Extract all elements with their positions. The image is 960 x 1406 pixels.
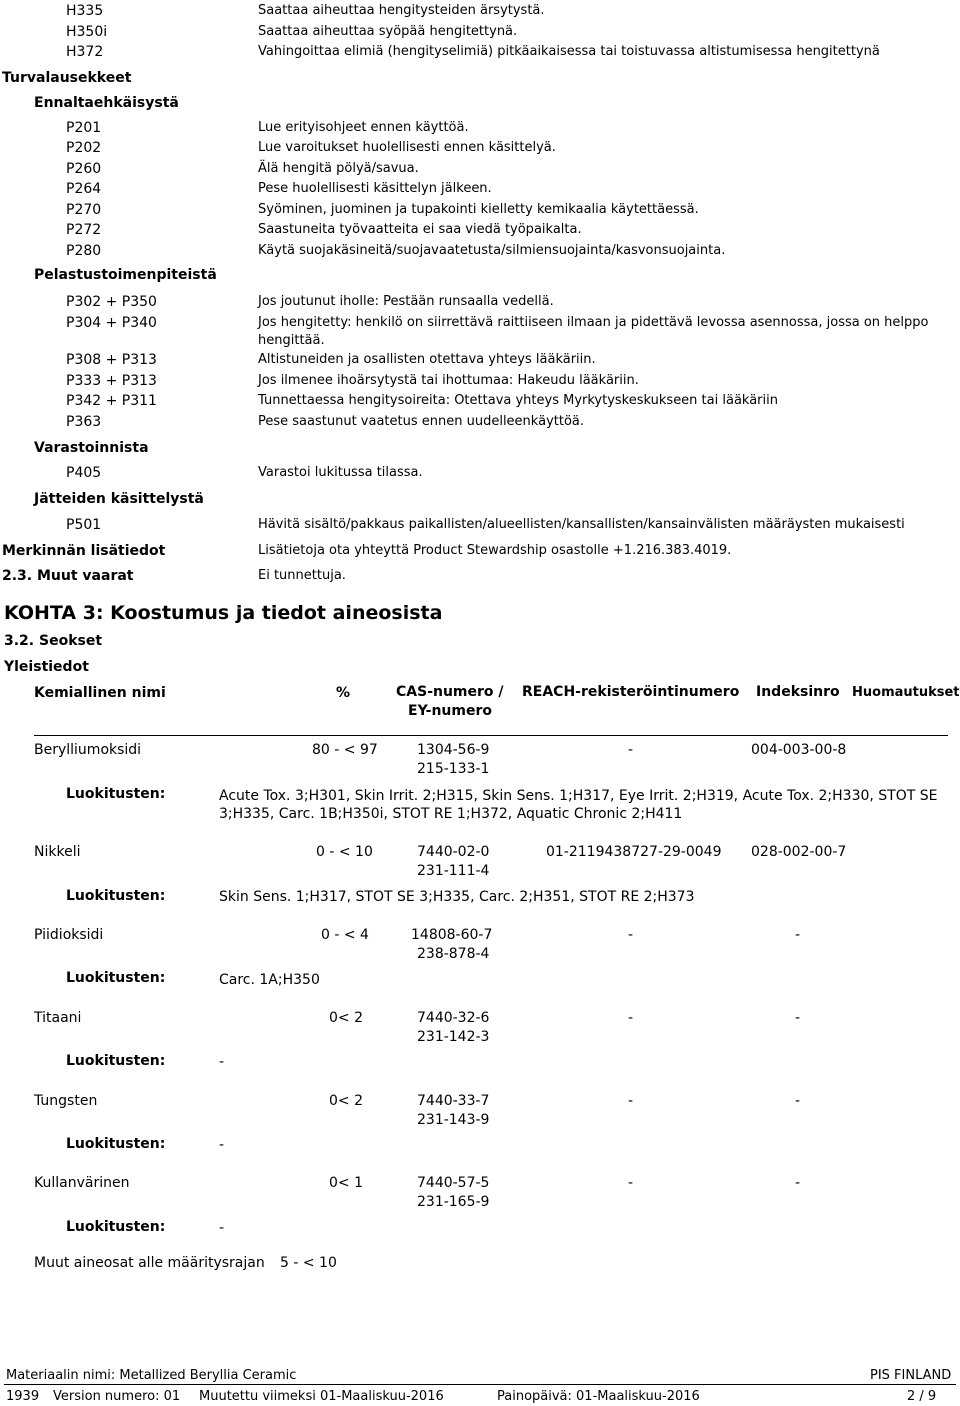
p-text: Jos joutunut iholle: Pestään runsaalla vedellä.: [258, 294, 554, 309]
substance-cas: 7440-33-7: [417, 1093, 490, 1109]
p-code: P308 + P313: [66, 352, 157, 368]
substance-reach: -: [628, 1175, 634, 1191]
substance-ec: 231-165-9: [417, 1194, 490, 1210]
substance-name: Kullanvärinen: [34, 1175, 130, 1191]
p-text: Pese huolellisesti käsittelyn jälkeen.: [258, 181, 492, 196]
p-text: Pese saastunut vaatetus ennen uudelleenkäyttöä.: [258, 414, 585, 429]
other-hazards-label: 2.3. Muut vaarat: [2, 568, 134, 584]
substance-percent: 0< 2: [329, 1093, 363, 1109]
col-header-reach: REACH-rekisteröintinumero: [522, 684, 740, 700]
other-hazards-text: Ei tunnettuja.: [258, 568, 346, 583]
substance-cas: 14808-60-7: [411, 927, 493, 943]
p-text: Altistuneiden ja osallisten otettava yhteys lääkäriin.: [258, 352, 596, 367]
label-info-text: Lisätietoja ota yhteyttä Product Stewardship osastolle +1.216.383.4019.: [258, 543, 732, 558]
substance-classification: Skin Sens. 1;H317, STOT SE 3;H335, Carc. 2;H351, STOT RE 2;H373: [219, 889, 695, 905]
substance-reach: -: [628, 1010, 634, 1026]
response-title: Pelastustoimenpiteistä: [34, 267, 217, 283]
substance-index: -: [795, 1010, 801, 1026]
substance-name: Titaani: [34, 1010, 82, 1026]
classification-label: Luokitusten:: [66, 1219, 166, 1235]
table-header-rule: [34, 735, 948, 736]
substance-ec: 231-142-3: [417, 1029, 490, 1045]
label-info-label: Merkinnän lisätiedot: [2, 543, 166, 559]
substance-percent: 0< 1: [329, 1175, 363, 1191]
substance-index: -: [795, 927, 801, 943]
footer-doc-no: 1939: [6, 1389, 40, 1404]
col-header-ec: EY-numero: [408, 703, 492, 719]
p-text: Hävitä sisältö/pakkaus paikallisten/alueellisten/kansallisten/kansainvälisten määräysten mukaisesti: [258, 517, 905, 532]
p-text: Tunnettaessa hengitysoireita: Otettava yhteys Myrkytyskeskukseen tai lääkäriin: [258, 393, 778, 408]
hazard-code: H372: [66, 44, 104, 60]
hazard-code: H335: [66, 3, 104, 19]
substance-cas: 7440-02-0: [417, 844, 490, 860]
section3-subtitle: 3.2. Seokset: [4, 633, 103, 649]
p-code: P270: [66, 202, 102, 218]
p-code: P201: [66, 120, 102, 136]
substance-ec: 231-111-4: [417, 863, 490, 879]
hazard-text: Vahingoittaa elimiä (hengityselimiä) pitkäaikaisessa tai toistuvassa altistumisessa hengitettynä: [258, 44, 880, 59]
col-header-name: Kemiallinen nimi: [34, 685, 166, 701]
p-code: P501: [66, 517, 102, 533]
substance-ec: 231-143-9: [417, 1112, 490, 1128]
substance-name: Tungsten: [34, 1093, 98, 1109]
p-text: Syöminen, juominen ja tupakointi kielletty kemikaalia käytettäessä.: [258, 202, 699, 217]
substance-percent: 0< 2: [329, 1010, 363, 1026]
p-code: P280: [66, 243, 102, 259]
substance-index: 028-002-00-7: [751, 844, 847, 860]
substance-index: -: [795, 1093, 801, 1109]
general-info-heading: Yleistiedot: [4, 659, 89, 675]
hazard-code: H350i: [66, 24, 108, 40]
substance-ec: 238-878-4: [417, 946, 490, 962]
classification-label: Luokitusten:: [66, 1053, 166, 1069]
p-text: Jos hengitetty: henkilö on siirrettävä raittiiseen ilmaan ja pidettävä levossa asennossa, jossa on helppo hengittää.: [258, 315, 929, 348]
p-text: Älä hengitä pölyä/savua.: [258, 161, 419, 176]
footer-printed: Painopäivä: 01-Maaliskuu-2016: [497, 1389, 700, 1404]
p-code: P264: [66, 181, 102, 197]
p-code: P405: [66, 465, 102, 481]
footer-material: Materiaalin nimi: Metallized Beryllia Ceramic: [6, 1368, 297, 1383]
p-code: P272: [66, 222, 102, 238]
p-text: Lue erityisohjeet ennen käyttöä.: [258, 120, 469, 135]
classification-label: Luokitusten:: [66, 1136, 166, 1152]
col-header-notes: Huomautukset: [852, 685, 960, 700]
classification-label: Luokitusten:: [66, 888, 166, 904]
substance-percent: 0 - < 4: [321, 927, 369, 943]
substance-classification: -: [219, 1054, 225, 1070]
hazard-text: Saattaa aiheuttaa hengitysteiden ärsytystä.: [258, 3, 545, 18]
disposal-title: Jätteiden käsittelystä: [34, 491, 204, 507]
p-text: Jos ilmenee ihoärsytystä tai ihottumaa: Hakeudu lääkäriin.: [258, 373, 639, 388]
other-substances-value: 5 - < 10: [280, 1255, 337, 1271]
substance-index: 004-003-00-8: [751, 742, 847, 758]
substance-percent: 0 - < 10: [316, 844, 373, 860]
p-text: Saastuneita työvaatteita ei saa viedä työpaikalta.: [258, 222, 582, 237]
substance-reach: 01-2119438727-29-0049: [546, 844, 722, 860]
p-code: P202: [66, 140, 102, 156]
p-text: Käytä suojakäsineitä/suojavaatetusta/silmiensuojainta/kasvonsuojainta.: [258, 243, 726, 258]
footer-revised: Muutettu viimeksi 01-Maaliskuu-2016: [199, 1389, 444, 1404]
substance-name: Piidioksidi: [34, 927, 104, 943]
prevention-title: Ennaltaehkäisystä: [34, 95, 179, 111]
substance-classification: Acute Tox. 3;H301, Skin Irrit. 2;H315, Skin Sens. 1;H317, Eye Irrit. 2;H319, Acute Tox. 2;H330, STOT SE 3;H335, Carc. 1B;H350i, STOT RE 1;H372, Aquatic Chronic 2;H411: [219, 788, 938, 822]
substance-name: Nikkeli: [34, 844, 81, 860]
section3-title: KOHTA 3: Koostumus ja tiedot aineosista: [4, 602, 443, 624]
col-header-index: Indeksinro: [756, 684, 840, 700]
footer-version: Version numero: 01: [53, 1389, 181, 1404]
substance-cas: 1304-56-9: [417, 742, 490, 758]
substance-percent: 80 - < 97: [312, 742, 378, 758]
substance-index: -: [795, 1175, 801, 1191]
hazard-text: Saattaa aiheuttaa syöpää hengitettynä.: [258, 24, 518, 39]
col-header-percent: %: [336, 685, 351, 701]
classification-label: Luokitusten:: [66, 786, 166, 802]
substance-classification: Carc. 1A;H350: [219, 972, 320, 988]
precautionary-title: Turvalausekkeet: [2, 70, 132, 86]
col-header-cas: CAS-numero /: [396, 684, 504, 700]
p-text: Lue varoitukset huolellisesti ennen käsittelyä.: [258, 140, 556, 155]
substance-classification: -: [219, 1220, 225, 1236]
substance-cas: 7440-57-5: [417, 1175, 490, 1191]
p-code: P363: [66, 414, 102, 430]
p-code: P342 + P311: [66, 393, 157, 409]
p-code: P333 + P313: [66, 373, 157, 389]
footer-company: PIS FINLAND: [870, 1368, 952, 1383]
footer-rule: [4, 1384, 956, 1385]
substance-name: Berylliumoksidi: [34, 742, 142, 758]
p-code: P260: [66, 161, 102, 177]
substance-reach: -: [628, 927, 634, 943]
p-text: Varastoi lukitussa tilassa.: [258, 465, 423, 480]
substance-ec: 215-133-1: [417, 761, 490, 777]
substance-reach: -: [628, 742, 634, 758]
p-code: P304 + P340: [66, 315, 157, 331]
substance-reach: -: [628, 1093, 634, 1109]
substance-classification: -: [219, 1137, 225, 1153]
footer-page: 2 / 9: [907, 1389, 937, 1404]
other-substances-label: Muut aineosat alle määritysrajan: [34, 1255, 265, 1271]
classification-label: Luokitusten:: [66, 970, 166, 986]
substance-cas: 7440-32-6: [417, 1010, 490, 1026]
storage-title: Varastoinnista: [34, 440, 149, 456]
p-code: P302 + P350: [66, 294, 157, 310]
